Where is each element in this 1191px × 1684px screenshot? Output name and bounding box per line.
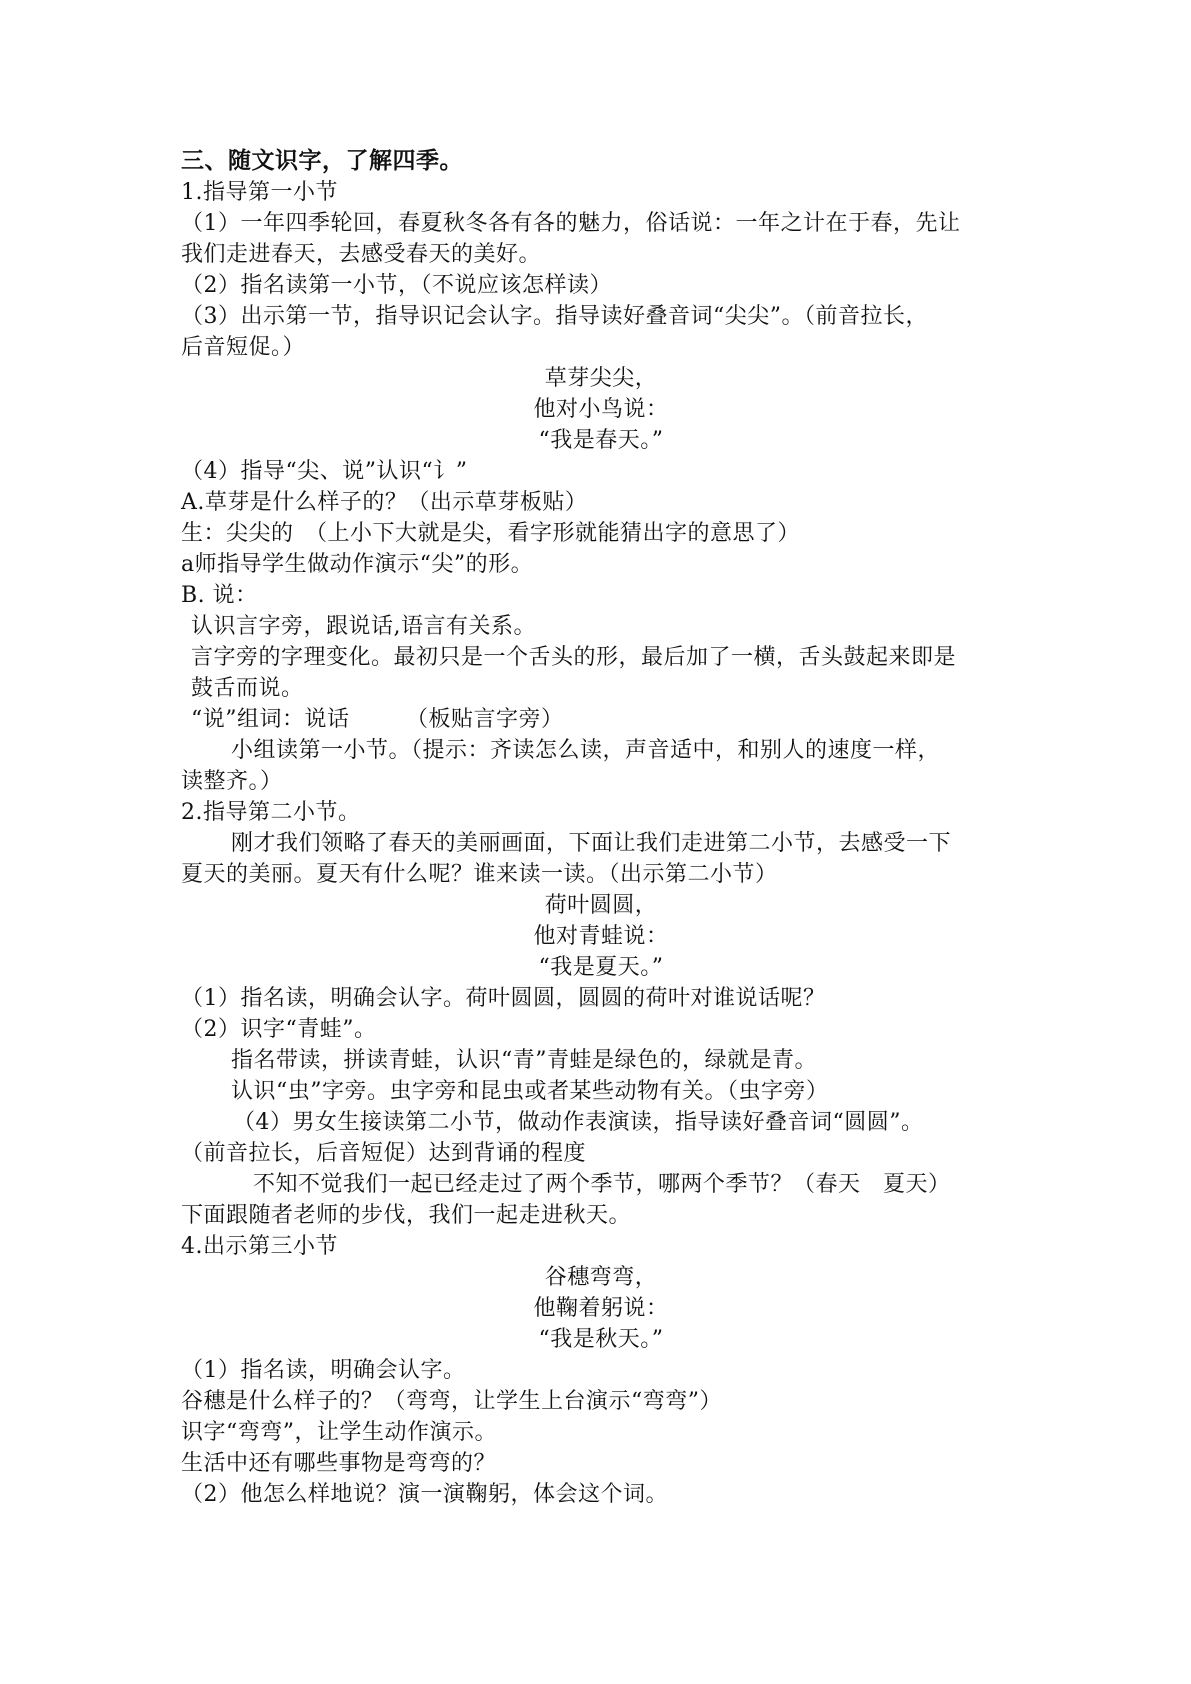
poem-line: 他对青蛙说： xyxy=(533,924,669,949)
paragraph-line: 刚才我们领略了春天的美丽画面，下面让我们走进第二小节，去感受一下 xyxy=(231,831,952,856)
paragraph-line: B. 说： xyxy=(181,583,258,608)
paragraph-line: A.草芽是什么样子的？（出示草芽板贴） xyxy=(181,490,588,515)
subsection-heading: 4.出示第三小节 xyxy=(181,1234,338,1259)
poem-line: 他鞠着躬说： xyxy=(533,1296,669,1321)
paragraph-line: （2）指名读第一小节，（不说应该怎样读） xyxy=(181,273,612,298)
section-heading: 三、随文识字，了解四季。 xyxy=(181,147,463,174)
paragraph-line: 鼓舌而说。 xyxy=(191,676,304,701)
poem-line: “我是夏天。” xyxy=(538,955,664,980)
paragraph-line: 认识言字旁，跟说话,语言有关系。 xyxy=(191,614,536,639)
poem-line: “我是春天。” xyxy=(538,428,664,453)
paragraph-line: 读整齐。） xyxy=(181,769,283,794)
subsection-heading: 1.指导第一小节 xyxy=(181,180,338,205)
paragraph-line: 我们走进春天，去感受春天的美好。 xyxy=(181,242,542,267)
paragraph-line: （前音拉长，后音短促）达到背诵的程度 xyxy=(181,1141,587,1166)
paragraph-line: 生：尖尖的 （上小下大就是尖，看字形就能猜出字的意思了） xyxy=(181,521,801,546)
paragraph-line: （1）一年四季轮回，春夏秋冬各有各的魅力，俗话说：一年之计在于春，先让 xyxy=(181,211,961,236)
poem-line: “我是秋天。” xyxy=(538,1327,664,1352)
paragraph-line: a师指导学生做动作演示“尖”的形。 xyxy=(181,552,534,577)
paragraph-line: 识字“弯弯”，让学生动作演示。 xyxy=(181,1420,497,1445)
paragraph-line: （4）男女生接读第二小节，做动作表演读，指导读好叠音词“圆圆”。 xyxy=(233,1110,924,1135)
paragraph-line: “说”组词：说话 （板贴言字旁） xyxy=(191,707,564,732)
paragraph-line: 下面跟随者老师的步伐，我们一起走进秋天。 xyxy=(181,1203,632,1228)
paragraph-line: 夏天的美丽。夏天有什么呢？谁来读一读。（出示第二小节） xyxy=(181,862,778,887)
paragraph-line: 后音短促。） xyxy=(181,335,306,360)
poem-line: 荷叶圆圆， xyxy=(544,893,658,918)
poem-line: 谷穗弯弯， xyxy=(544,1265,658,1290)
paragraph-line: （1）指名读，明确会认字。 xyxy=(181,1358,466,1383)
poem-line: 草芽尖尖， xyxy=(544,366,658,391)
paragraph-line: （4）指导“尖、说”认识“讠” xyxy=(181,459,468,484)
paragraph-line: （2）识字“青蛙”。 xyxy=(181,1017,377,1042)
paragraph-line: 生活中还有哪些事物是弯弯的？ xyxy=(181,1451,497,1476)
paragraph-line: 指名带读，拼读青蛙，认识“青”青蛙是绿色的，绿就是青。 xyxy=(231,1048,817,1073)
paragraph-line: 认识“虫”字旁。虫字旁和昆虫或者某些动物有关。（虫字旁） xyxy=(231,1079,829,1104)
poem-line: 他对小鸟说： xyxy=(533,397,669,422)
paragraph-line: 小组读第一小节。（提示：齐读怎么读，声音适中，和别人的速度一样， xyxy=(231,738,941,763)
paragraph-line: （3）出示第一节，指导识记会认字。指导读好叠音词“尖尖”。（前音拉长， xyxy=(181,304,928,329)
paragraph-line: （1）指名读，明确会认字。荷叶圆圆，圆圆的荷叶对谁说话呢？ xyxy=(181,986,826,1011)
paragraph-line: 谷穗是什么样子的？（弯弯，让学生上台演示“弯弯”） xyxy=(181,1389,722,1414)
subsection-heading: 2.指导第二小节。 xyxy=(181,800,361,825)
paragraph-line: 不知不觉我们一起已经走过了两个季节，哪两个季节？（春天 夏天） xyxy=(253,1172,951,1197)
paragraph-line: 言字旁的字理变化。最初只是一个舌头的形，最后加了一横，舌头鼓起来即是 xyxy=(191,645,957,670)
paragraph-line: （2）他怎么样地说？演一演鞠躬，体会这个词。 xyxy=(181,1482,668,1507)
